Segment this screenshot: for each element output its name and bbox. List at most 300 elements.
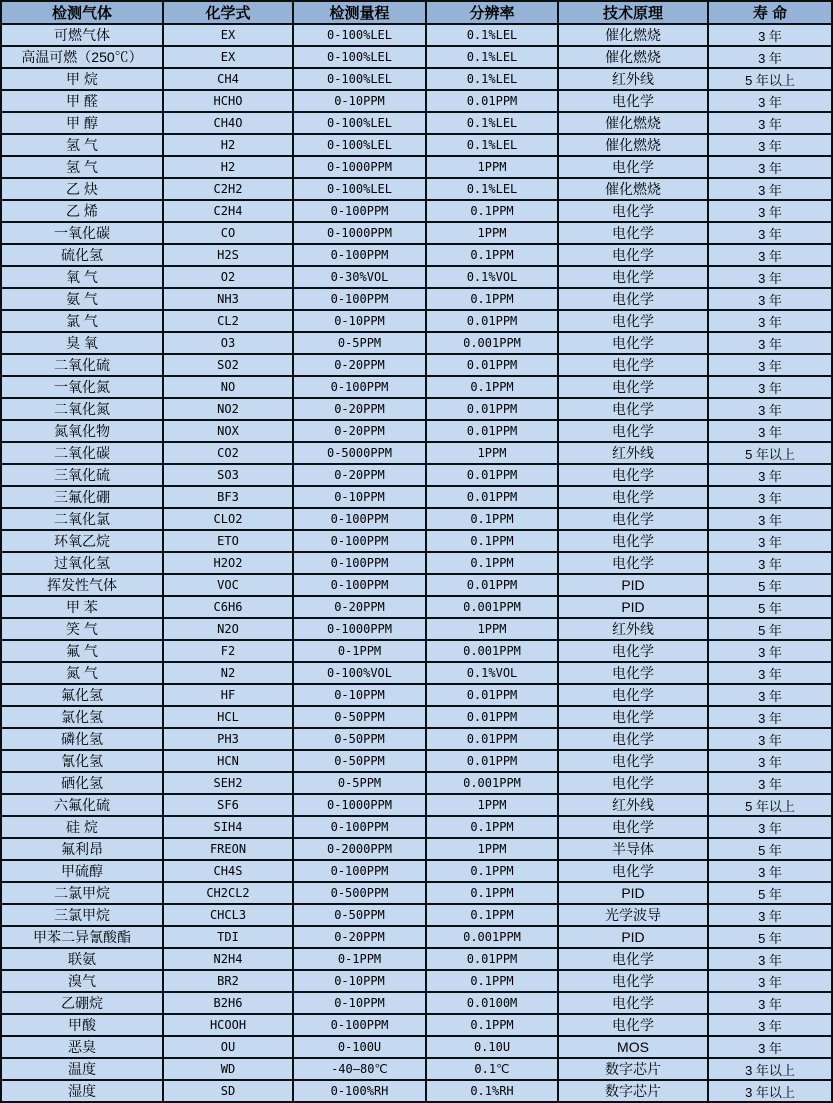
table-row — [1, 354, 832, 376]
resolution-cell: 0.1PPM — [426, 816, 558, 838]
formula-cell: HF — [163, 684, 293, 706]
resolution-cell: 0.1PPM — [426, 552, 558, 574]
principle-cell: 电化学 — [558, 948, 708, 970]
lifespan-cell: 3 年 — [708, 244, 832, 266]
resolution-cell: 0.10U — [426, 1036, 558, 1058]
gas-name-cell: 二氧化氮 — [1, 398, 163, 420]
lifespan-cell: 3 年 — [708, 970, 832, 992]
lifespan-cell: 3 年 — [708, 266, 832, 288]
table-row — [1, 486, 832, 508]
principle-cell: 电化学 — [558, 508, 708, 530]
gas-name-cell: 氮 气 — [1, 662, 163, 684]
formula-cell: CHCL3 — [163, 904, 293, 926]
column-header-lifespan: 寿 命 — [708, 1, 832, 24]
range-cell: 0-20PPM — [293, 596, 426, 618]
table-row — [1, 816, 832, 838]
range-cell: 0-20PPM — [293, 926, 426, 948]
table-row — [1, 596, 832, 618]
principle-cell: 电化学 — [558, 970, 708, 992]
range-cell: 0-100PPM — [293, 288, 426, 310]
table-row — [1, 860, 832, 882]
table-row — [1, 178, 832, 200]
table-row — [1, 992, 832, 1014]
formula-cell: O3 — [163, 332, 293, 354]
principle-cell: 电化学 — [558, 728, 708, 750]
principle-cell: 数字芯片 — [558, 1058, 708, 1080]
resolution-cell: 0.1%LEL — [426, 24, 558, 46]
resolution-cell: 0.1PPM — [426, 882, 558, 904]
principle-cell: 催化燃烧 — [558, 178, 708, 200]
resolution-cell: 0.01PPM — [426, 464, 558, 486]
formula-cell: HCL — [163, 706, 293, 728]
gas-name-cell: 氨 气 — [1, 288, 163, 310]
table-row — [1, 244, 832, 266]
principle-cell: 红外线 — [558, 442, 708, 464]
column-header-formula: 化学式 — [163, 1, 293, 24]
lifespan-cell: 3 年 — [708, 662, 832, 684]
table-row — [1, 662, 832, 684]
principle-cell: PID — [558, 596, 708, 618]
formula-cell: WD — [163, 1058, 293, 1080]
resolution-cell: 0.01PPM — [426, 706, 558, 728]
table-row — [1, 24, 832, 46]
principle-cell: 催化燃烧 — [558, 112, 708, 134]
principle-cell: 红外线 — [558, 794, 708, 816]
principle-cell: PID — [558, 574, 708, 596]
principle-cell: 电化学 — [558, 662, 708, 684]
gas-name-cell: 氟利昂 — [1, 838, 163, 860]
range-cell: 0-1PPM — [293, 948, 426, 970]
table-row — [1, 948, 832, 970]
range-cell: 0-1000PPM — [293, 222, 426, 244]
range-cell: 0-30%VOL — [293, 266, 426, 288]
range-cell: 0-20PPM — [293, 398, 426, 420]
table-row — [1, 1058, 832, 1080]
gas-name-cell: 三氯甲烷 — [1, 904, 163, 926]
range-cell: 0-50PPM — [293, 706, 426, 728]
lifespan-cell: 3 年 — [708, 46, 832, 68]
lifespan-cell: 5 年 — [708, 838, 832, 860]
resolution-cell: 0.1PPM — [426, 200, 558, 222]
lifespan-cell: 3 年 — [708, 684, 832, 706]
table-row — [1, 706, 832, 728]
lifespan-cell: 3 年 — [708, 486, 832, 508]
lifespan-cell: 3 年 — [708, 1014, 832, 1036]
formula-cell: SEH2 — [163, 772, 293, 794]
gas-name-cell: 乙 炔 — [1, 178, 163, 200]
principle-cell: 电化学 — [558, 816, 708, 838]
range-cell: 0-20PPM — [293, 464, 426, 486]
resolution-cell: 0.01PPM — [426, 948, 558, 970]
principle-cell: 电化学 — [558, 860, 708, 882]
lifespan-cell: 3 年 — [708, 310, 832, 332]
lifespan-cell: 3 年 — [708, 354, 832, 376]
gas-name-cell: 氟化氢 — [1, 684, 163, 706]
lifespan-cell: 3 年 — [708, 156, 832, 178]
resolution-cell: 0.1%LEL — [426, 178, 558, 200]
column-header-principle: 技术原理 — [558, 1, 708, 24]
lifespan-cell: 3 年 — [708, 1036, 832, 1058]
range-cell: 0-100PPM — [293, 200, 426, 222]
gas-name-cell: 湿度 — [1, 1080, 163, 1102]
principle-cell: 半导体 — [558, 838, 708, 860]
table-row — [1, 640, 832, 662]
lifespan-cell: 3 年 — [708, 376, 832, 398]
principle-cell: 电化学 — [558, 706, 708, 728]
formula-cell: NOX — [163, 420, 293, 442]
range-cell: 0-10PPM — [293, 486, 426, 508]
range-cell: 0-100PPM — [293, 1014, 426, 1036]
resolution-cell: 0.1PPM — [426, 970, 558, 992]
range-cell: 0-20PPM — [293, 354, 426, 376]
lifespan-cell: 3 年 — [708, 508, 832, 530]
principle-cell: 电化学 — [558, 684, 708, 706]
resolution-cell: 0.01PPM — [426, 90, 558, 112]
table-row — [1, 926, 832, 948]
principle-cell: 电化学 — [558, 464, 708, 486]
resolution-cell: 0.1%RH — [426, 1080, 558, 1102]
principle-cell: 电化学 — [558, 266, 708, 288]
gas-name-cell: 氮氧化物 — [1, 420, 163, 442]
principle-cell: 催化燃烧 — [558, 24, 708, 46]
formula-cell: CH4 — [163, 68, 293, 90]
principle-cell: 电化学 — [558, 992, 708, 1014]
resolution-cell: 0.1%VOL — [426, 266, 558, 288]
gas-name-cell: 氟 气 — [1, 640, 163, 662]
gas-name-cell: 甲 苯 — [1, 596, 163, 618]
principle-cell: 催化燃烧 — [558, 46, 708, 68]
formula-cell: H2 — [163, 156, 293, 178]
principle-cell: 电化学 — [558, 244, 708, 266]
lifespan-cell: 5 年以上 — [708, 794, 832, 816]
gas-name-cell: 甲苯二异氰酸酯 — [1, 926, 163, 948]
formula-cell: SF6 — [163, 794, 293, 816]
range-cell: 0-100%RH — [293, 1080, 426, 1102]
table-row — [1, 420, 832, 442]
lifespan-cell: 5 年以上 — [708, 442, 832, 464]
gas-name-cell: 高温可燃（250℃） — [1, 46, 163, 68]
gas-name-cell: 六氟化硫 — [1, 794, 163, 816]
formula-cell: FREON — [163, 838, 293, 860]
gas-name-cell: 乙 烯 — [1, 200, 163, 222]
range-cell: 0-100%VOL — [293, 662, 426, 684]
table-row — [1, 728, 832, 750]
lifespan-cell: 3 年以上 — [708, 1080, 832, 1102]
range-cell: 0-50PPM — [293, 904, 426, 926]
formula-cell: N2 — [163, 662, 293, 684]
table-row — [1, 288, 832, 310]
range-cell: 0-10PPM — [293, 310, 426, 332]
formula-cell: SD — [163, 1080, 293, 1102]
formula-cell: CLO2 — [163, 508, 293, 530]
lifespan-cell: 5 年 — [708, 882, 832, 904]
table-row — [1, 442, 832, 464]
resolution-cell: 0.1PPM — [426, 904, 558, 926]
resolution-cell: 0.1%VOL — [426, 662, 558, 684]
gas-name-cell: 硒化氢 — [1, 772, 163, 794]
gas-name-cell: 磷化氢 — [1, 728, 163, 750]
resolution-cell: 0.01PPM — [426, 420, 558, 442]
table-row — [1, 618, 832, 640]
formula-cell: H2 — [163, 134, 293, 156]
formula-cell: C2H4 — [163, 200, 293, 222]
principle-cell: PID — [558, 926, 708, 948]
lifespan-cell: 5 年以上 — [708, 68, 832, 90]
formula-cell: ETO — [163, 530, 293, 552]
resolution-cell: 0.001PPM — [426, 596, 558, 618]
range-cell: 0-1000PPM — [293, 156, 426, 178]
table-row — [1, 90, 832, 112]
formula-cell: EX — [163, 24, 293, 46]
resolution-cell: 1PPM — [426, 222, 558, 244]
lifespan-cell: 3 年 — [708, 772, 832, 794]
resolution-cell: 1PPM — [426, 618, 558, 640]
principle-cell: 电化学 — [558, 90, 708, 112]
lifespan-cell: 3 年 — [708, 728, 832, 750]
principle-cell: 电化学 — [558, 288, 708, 310]
resolution-cell: 0.1PPM — [426, 244, 558, 266]
lifespan-cell: 3 年 — [708, 420, 832, 442]
resolution-cell: 1PPM — [426, 156, 558, 178]
principle-cell: 电化学 — [558, 376, 708, 398]
resolution-cell: 0.1%LEL — [426, 46, 558, 68]
formula-cell: C6H6 — [163, 596, 293, 618]
resolution-cell: 0.1PPM — [426, 530, 558, 552]
gas-name-cell: 氯 气 — [1, 310, 163, 332]
gas-name-cell: 一氧化碳 — [1, 222, 163, 244]
resolution-cell: 0.1℃ — [426, 1058, 558, 1080]
resolution-cell: 1PPM — [426, 442, 558, 464]
resolution-cell: 0.1PPM — [426, 508, 558, 530]
range-cell: 0-100%LEL — [293, 112, 426, 134]
range-cell: 0-100PPM — [293, 508, 426, 530]
table-body — [1, 24, 832, 1102]
range-cell: 0-100PPM — [293, 552, 426, 574]
range-cell: 0-1000PPM — [293, 618, 426, 640]
formula-cell: F2 — [163, 640, 293, 662]
principle-cell: 电化学 — [558, 420, 708, 442]
table-row — [1, 882, 832, 904]
range-cell: 0-5000PPM — [293, 442, 426, 464]
formula-cell: PH3 — [163, 728, 293, 750]
lifespan-cell: 5 年 — [708, 618, 832, 640]
gas-name-cell: 甲酸 — [1, 1014, 163, 1036]
principle-cell: 红外线 — [558, 68, 708, 90]
table-row — [1, 112, 832, 134]
gas-name-cell: 一氧化氮 — [1, 376, 163, 398]
range-cell: 0-100%LEL — [293, 178, 426, 200]
lifespan-cell: 3 年 — [708, 464, 832, 486]
resolution-cell: 0.01PPM — [426, 750, 558, 772]
table-row — [1, 530, 832, 552]
resolution-cell: 0.1PPM — [426, 860, 558, 882]
range-cell: 0-100%LEL — [293, 46, 426, 68]
formula-cell: N2H4 — [163, 948, 293, 970]
gas-name-cell: 硅 烷 — [1, 816, 163, 838]
lifespan-cell: 3 年 — [708, 992, 832, 1014]
lifespan-cell: 3 年 — [708, 750, 832, 772]
gas-name-cell: 氯化氢 — [1, 706, 163, 728]
table-row — [1, 464, 832, 486]
gas-name-cell: 温度 — [1, 1058, 163, 1080]
table-row — [1, 838, 832, 860]
range-cell: 0-10PPM — [293, 684, 426, 706]
lifespan-cell: 3 年 — [708, 860, 832, 882]
formula-cell: HCN — [163, 750, 293, 772]
formula-cell: CH4O — [163, 112, 293, 134]
formula-cell: C2H2 — [163, 178, 293, 200]
range-cell: 0-5PPM — [293, 332, 426, 354]
lifespan-cell: 3 年 — [708, 200, 832, 222]
table-row — [1, 332, 832, 354]
range-cell: 0-1PPM — [293, 640, 426, 662]
resolution-cell: 0.001PPM — [426, 926, 558, 948]
gas-name-cell: 挥发性气体 — [1, 574, 163, 596]
resolution-cell: 0.001PPM — [426, 640, 558, 662]
resolution-cell: 0.01PPM — [426, 398, 558, 420]
table-row — [1, 772, 832, 794]
range-cell: 0-20PPM — [293, 420, 426, 442]
resolution-cell: 0.1PPM — [426, 1014, 558, 1036]
lifespan-cell: 3 年 — [708, 706, 832, 728]
principle-cell: 电化学 — [558, 332, 708, 354]
table-row — [1, 46, 832, 68]
gas-name-cell: 甲 烷 — [1, 68, 163, 90]
formula-cell: CO — [163, 222, 293, 244]
resolution-cell: 0.01PPM — [426, 684, 558, 706]
gas-name-cell: 氧 气 — [1, 266, 163, 288]
principle-cell: 电化学 — [558, 486, 708, 508]
principle-cell: 电化学 — [558, 640, 708, 662]
gas-name-cell: 二氧化硫 — [1, 354, 163, 376]
formula-cell: CH2CL2 — [163, 882, 293, 904]
range-cell: 0-10PPM — [293, 992, 426, 1014]
table-row — [1, 794, 832, 816]
gas-name-cell: 氢 气 — [1, 134, 163, 156]
gas-name-cell: 联氨 — [1, 948, 163, 970]
range-cell: 0-1000PPM — [293, 794, 426, 816]
lifespan-cell: 3 年 — [708, 640, 832, 662]
range-cell: 0-100%LEL — [293, 24, 426, 46]
gas-name-cell: 过氧化氢 — [1, 552, 163, 574]
lifespan-cell: 3 年 — [708, 90, 832, 112]
lifespan-cell: 3 年 — [708, 948, 832, 970]
table-row — [1, 156, 832, 178]
gas-name-cell: 二氧化氯 — [1, 508, 163, 530]
table-row — [1, 750, 832, 772]
formula-cell: CO2 — [163, 442, 293, 464]
principle-cell: 电化学 — [558, 398, 708, 420]
principle-cell: 电化学 — [558, 530, 708, 552]
formula-cell: HCHO — [163, 90, 293, 112]
table-row — [1, 508, 832, 530]
principle-cell: 电化学 — [558, 750, 708, 772]
table-row — [1, 398, 832, 420]
range-cell: 0-100PPM — [293, 244, 426, 266]
gas-name-cell: 二氯甲烷 — [1, 882, 163, 904]
range-cell: 0-100PPM — [293, 816, 426, 838]
gas-name-cell: 甲硫醇 — [1, 860, 163, 882]
table-row — [1, 134, 832, 156]
lifespan-cell: 5 年 — [708, 926, 832, 948]
formula-cell: CH4S — [163, 860, 293, 882]
principle-cell: MOS — [558, 1036, 708, 1058]
principle-cell: 催化燃烧 — [558, 134, 708, 156]
gas-name-cell: 笑 气 — [1, 618, 163, 640]
lifespan-cell: 3 年 — [708, 24, 832, 46]
range-cell: 0-100U — [293, 1036, 426, 1058]
range-cell: 0-100PPM — [293, 376, 426, 398]
resolution-cell: 0.01PPM — [426, 486, 558, 508]
principle-cell: 电化学 — [558, 772, 708, 794]
principle-cell: 电化学 — [558, 354, 708, 376]
gas-name-cell: 二氧化碳 — [1, 442, 163, 464]
resolution-cell: 0.1PPM — [426, 288, 558, 310]
range-cell: 0-100%LEL — [293, 68, 426, 90]
lifespan-cell: 3 年 — [708, 552, 832, 574]
lifespan-cell: 3 年 — [708, 904, 832, 926]
table-row — [1, 266, 832, 288]
lifespan-cell: 3 年 — [708, 134, 832, 156]
gas-name-cell: 硫化氢 — [1, 244, 163, 266]
gas-name-cell: 环氧乙烷 — [1, 530, 163, 552]
gas-name-cell: 乙硼烷 — [1, 992, 163, 1014]
range-cell: 0-10PPM — [293, 90, 426, 112]
formula-cell: H2O2 — [163, 552, 293, 574]
lifespan-cell: 3 年以上 — [708, 1058, 832, 1080]
principle-cell: 电化学 — [558, 552, 708, 574]
range-cell: 0-5PPM — [293, 772, 426, 794]
formula-cell: EX — [163, 46, 293, 68]
lifespan-cell: 3 年 — [708, 530, 832, 552]
gas-name-cell: 甲 醛 — [1, 90, 163, 112]
gas-name-cell: 甲 醇 — [1, 112, 163, 134]
principle-cell: 电化学 — [558, 310, 708, 332]
gas-name-cell: 可燃气体 — [1, 24, 163, 46]
range-cell: 0-100%LEL — [293, 134, 426, 156]
principle-cell: 数字芯片 — [558, 1080, 708, 1102]
table-header — [1, 1, 832, 24]
resolution-cell: 0.1%LEL — [426, 68, 558, 90]
table-row — [1, 200, 832, 222]
formula-cell: N2O — [163, 618, 293, 640]
principle-cell: 电化学 — [558, 200, 708, 222]
header-row — [1, 1, 832, 24]
formula-cell: HCOOH — [163, 1014, 293, 1036]
range-cell: 0-50PPM — [293, 728, 426, 750]
lifespan-cell: 5 年 — [708, 596, 832, 618]
lifespan-cell: 5 年 — [708, 574, 832, 596]
table-row — [1, 684, 832, 706]
lifespan-cell: 3 年 — [708, 112, 832, 134]
resolution-cell: 0.001PPM — [426, 332, 558, 354]
resolution-cell: 0.001PPM — [426, 772, 558, 794]
lifespan-cell: 3 年 — [708, 178, 832, 200]
range-cell: -40—80℃ — [293, 1058, 426, 1080]
resolution-cell: 0.01PPM — [426, 574, 558, 596]
formula-cell: TDI — [163, 926, 293, 948]
table-row — [1, 1080, 832, 1102]
range-cell: 0-100PPM — [293, 860, 426, 882]
gas-name-cell: 臭 氧 — [1, 332, 163, 354]
gas-name-cell: 恶臭 — [1, 1036, 163, 1058]
lifespan-cell: 3 年 — [708, 222, 832, 244]
range-cell: 0-500PPM — [293, 882, 426, 904]
lifespan-cell: 3 年 — [708, 398, 832, 420]
resolution-cell: 0.1%LEL — [426, 134, 558, 156]
principle-cell: 电化学 — [558, 222, 708, 244]
column-header-gas: 检测气体 — [1, 1, 163, 24]
